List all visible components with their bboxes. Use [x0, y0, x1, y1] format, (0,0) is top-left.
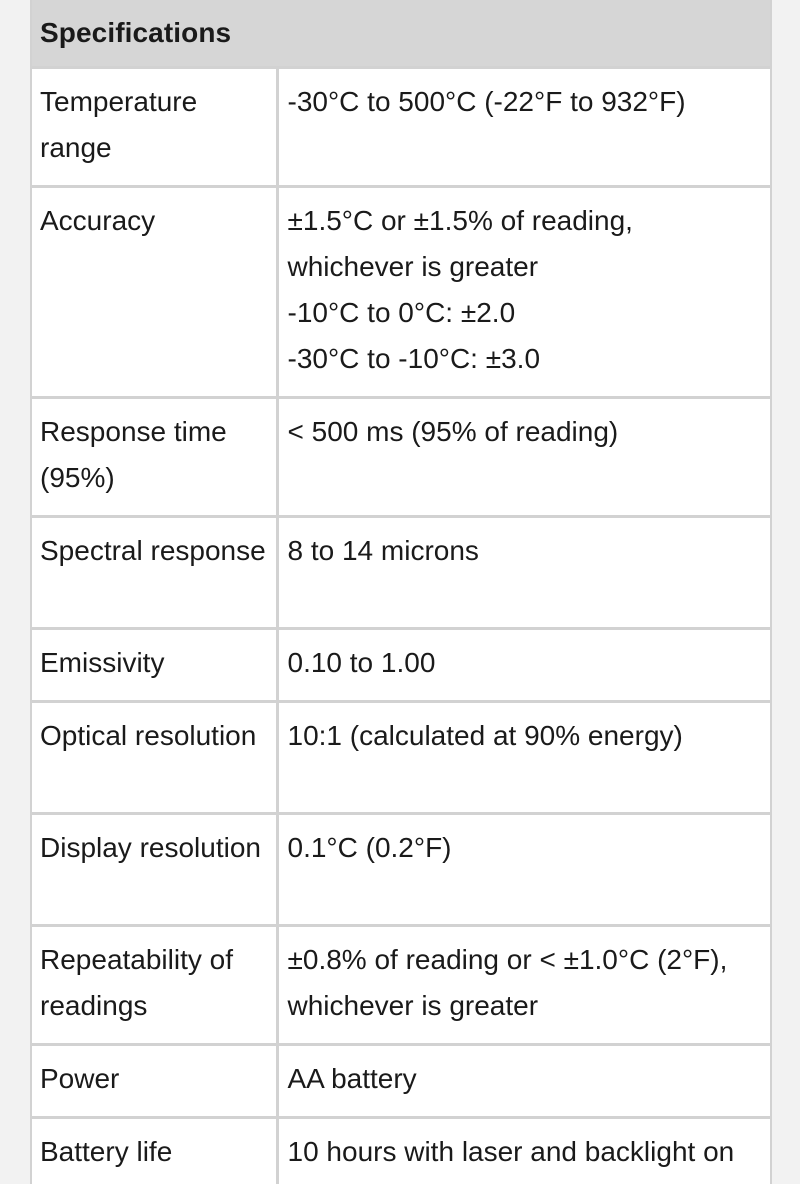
spec-value: [277, 629, 771, 702]
spec-value-line: 10 hours with laser and backlight on: [287, 1136, 735, 1167]
table-row: [31, 1045, 771, 1118]
spec-label: Response time (95%): [31, 398, 277, 517]
spec-value-line: -30°C to 500°C (-22°F to 932°F): [287, 86, 686, 117]
table-row: [31, 814, 771, 926]
spec-value-line: ±1.5°C or ±1.5% of reading, whichever is greater: [287, 205, 633, 282]
spec-label: Emissivity: [31, 629, 277, 702]
spec-label: Temperature range: [31, 68, 277, 187]
table-row: [31, 68, 771, 187]
spec-value-line: 0.1°C (0.2°F): [287, 832, 452, 863]
spec-value: [277, 1118, 771, 1184]
spec-label: Display resolution: [31, 814, 277, 926]
spec-label: Spectral response: [31, 517, 277, 629]
spec-label: Optical resolution: [31, 702, 277, 814]
table-row: [31, 629, 771, 702]
spec-value-line: 8 to 14 microns: [287, 535, 479, 566]
spec-label: Accuracy: [31, 187, 277, 398]
table-row: [31, 926, 771, 1045]
spec-value: [277, 68, 771, 187]
spec-value-line: AA battery: [287, 1063, 417, 1094]
table-title: Specifications: [31, 0, 771, 68]
spec-value-line: -30°C to -10°C: ±3.0: [287, 343, 541, 374]
table-header-row: [31, 0, 771, 68]
table-row: [31, 702, 771, 814]
table-row: [31, 517, 771, 629]
table-row: [31, 187, 771, 398]
spec-value: [277, 187, 771, 398]
spec-value-line: ±0.8% of reading or < ±1.0°C (2°F), whichever is greater: [287, 944, 728, 1021]
spec-value-line: -10°C to 0°C: ±2.0: [287, 297, 516, 328]
specifications-table: [30, 0, 772, 1184]
table-row: [31, 1118, 771, 1184]
spec-value: [277, 814, 771, 926]
spec-value: [277, 1045, 771, 1118]
spec-value: [277, 398, 771, 517]
spec-value: [277, 517, 771, 629]
spec-value-line: < 500 ms (95% of reading): [287, 416, 619, 447]
spec-value-line: 0.10 to 1.00: [287, 647, 436, 678]
table-row: [31, 398, 771, 517]
spec-label: Power: [31, 1045, 277, 1118]
spec-label: Repeatability of readings: [31, 926, 277, 1045]
spec-value: [277, 702, 771, 814]
spec-value-line: 10:1 (calculated at 90% energy): [287, 720, 683, 751]
spec-value: [277, 926, 771, 1045]
spec-label: Battery life: [31, 1118, 277, 1184]
